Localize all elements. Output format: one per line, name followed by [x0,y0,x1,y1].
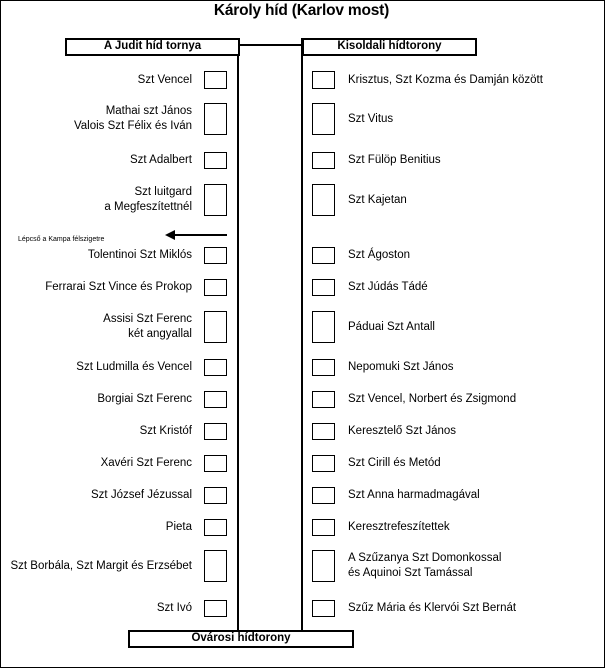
right-statue-marker [312,487,335,504]
right-statue-label: Szt Anna harmadmagával [348,489,480,501]
right-statue-marker [312,455,335,472]
right-tower-label: Kisoldali hídtorony [302,38,477,56]
left-statue-label: Mathai szt János Valois Szt Félix és Iván [73,105,192,132]
left-tower-label: A Judit híd tornya [65,38,240,56]
left-statue-marker [204,519,227,536]
right-statue-marker [312,279,335,296]
right-statue-marker [312,423,335,440]
right-statue-label: Szűz Mária és Klervói Szt Bernát [348,602,517,614]
left-statue-marker [204,600,227,617]
left-statue-label: Assisi Szt Ferenc két angyallal [103,313,192,340]
stairs-label: Lépcső a Kampa félszigetre [18,236,105,243]
right-statue-marker [312,391,335,408]
left-statue-marker [204,487,227,504]
right-statue-label: Páduai Szt Antall [348,320,435,333]
right-statue-label: Nepomuki Szt János [348,361,454,373]
right-statue-label: Krisztus, Szt Kozma és Damján között [348,73,543,86]
left-statue-label: Szt Kristóf [139,425,192,437]
right-statue-label: Szt Ágoston [348,249,411,261]
bridge-right-edge [301,38,303,632]
left-statue-label: Szt luitgard a Megfeszítettnél [104,186,192,213]
right-statue-marker [312,519,335,536]
left-statue-label: Szt Ivó [156,602,192,614]
left-statue-marker [204,455,227,472]
left-statue-label: Szt Adalbert [129,154,192,166]
old-town-tower-label: Óvárosi hídtorony [128,630,354,648]
left-statue-label: Pieta [165,521,192,533]
right-statue-label: Szt Fülöp Benitius [348,154,441,166]
left-statue-marker [204,359,227,376]
left-arrow-icon [165,229,227,241]
right-statue-marker [312,600,335,617]
left-statue-label: Borgiai Szt Ferenc [97,393,192,405]
left-statue-label: Xavéri Szt Ferenc [100,457,192,469]
left-statue-marker [204,71,227,89]
right-statue-label: Szt Vencel, Norbert és Zsigmond [348,393,517,405]
right-statue-marker [312,152,335,169]
left-statue-marker [204,184,227,216]
right-statue-marker [312,103,335,135]
right-statue-marker [312,247,335,264]
right-statue-marker [312,71,335,89]
right-statue-marker [312,550,335,582]
diagram-title: Károly híd (Karlov most) [213,2,390,19]
left-statue-marker [204,311,227,343]
left-statue-marker [204,279,227,296]
left-statue-marker [204,550,227,582]
right-statue-label: Szt Kajetan [348,193,407,206]
left-statue-marker [204,152,227,169]
left-statue-label: Ferrarai Szt Vince és Prokop [45,281,192,293]
right-statue-label: Keresztrefeszítettek [348,521,450,533]
right-statue-marker [312,359,335,376]
left-statue-label: Szt Ludmilla és Vencel [76,361,192,373]
right-statue-label: A Szűzanya Szt Domonkossal és Aquinoi Szt Tamással [348,552,502,579]
right-statue-label: Szt Cirill és Metód [348,457,441,469]
left-statue-label: Szt Vencel [137,73,192,86]
bridge-left-edge [237,38,239,632]
left-statue-marker [204,391,227,408]
left-statue-marker [204,103,227,135]
bridge-top-connector [238,44,304,46]
left-statue-marker [204,247,227,264]
right-statue-marker [312,311,335,343]
right-statue-label: Szt Vitus [348,112,394,125]
right-statue-label: Keresztelő Szt János [348,425,457,437]
left-statue-marker [204,423,227,440]
left-statue-label: Tolentinoi Szt Miklós [87,249,192,261]
right-statue-label: Szt Júdás Tádé [348,281,428,293]
left-statue-label: Szt József Jézussal [91,489,192,501]
right-statue-marker [312,184,335,216]
left-statue-label: Szt Borbála, Szt Margit és Erzsébet [10,559,192,572]
